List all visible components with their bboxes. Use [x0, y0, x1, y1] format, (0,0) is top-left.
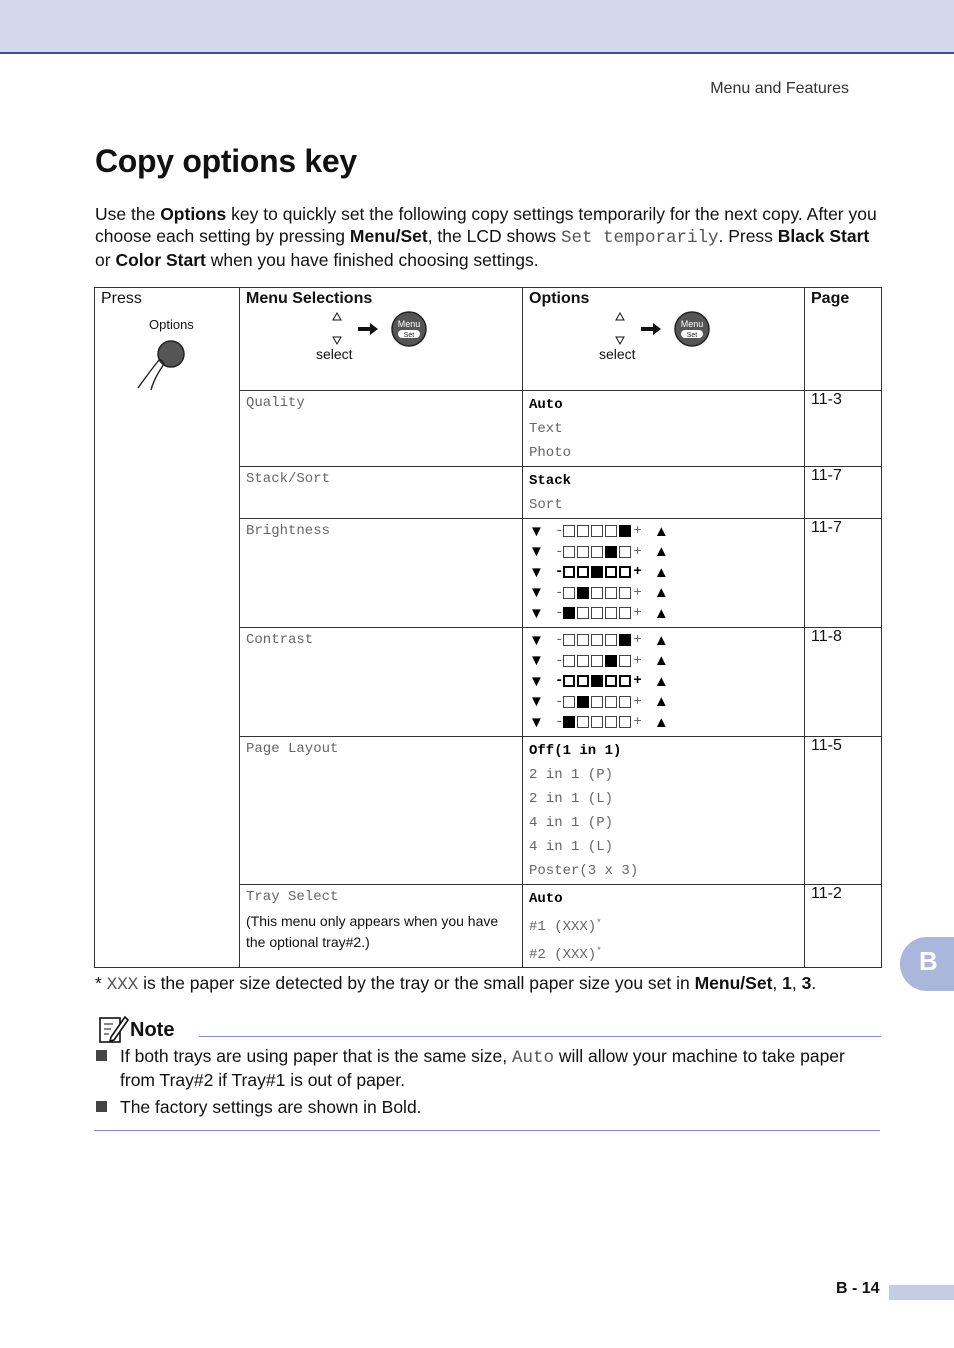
level-square: [563, 655, 575, 667]
level-square: [605, 675, 617, 687]
menu-stack-sort: Stack/Sort: [240, 467, 523, 519]
level-square: [577, 587, 589, 599]
option-item: Photo: [529, 445, 572, 461]
triangle-down-icon: ▼: [529, 631, 544, 649]
press-header: Press: [101, 290, 142, 307]
level-square: [577, 607, 589, 619]
level-square: [591, 675, 603, 687]
triangle-up-icon: ▲: [653, 584, 669, 602]
brightness-level-bars: [529, 521, 798, 624]
triangle-down-icon: ▼: [529, 713, 544, 731]
minus-sign: -: [555, 543, 564, 560]
level-square: [563, 525, 575, 537]
level-square: [577, 546, 589, 558]
level-option: [529, 712, 798, 733]
level-square: [577, 696, 589, 708]
menu-tray-select-cell: [240, 885, 523, 968]
list-item: The factory settings are shown in Bold.: [95, 1096, 881, 1118]
level-option: [529, 671, 798, 692]
level-square: [619, 716, 631, 728]
select-label-2: select: [599, 346, 636, 362]
minus-sign: -: [555, 605, 564, 622]
level-square: [619, 546, 631, 558]
level-option: [529, 630, 798, 651]
level-option: [529, 603, 798, 624]
options-header: Options: [529, 290, 590, 307]
minus-sign: -: [555, 523, 564, 540]
triangle-up-icon: ▲: [653, 522, 669, 540]
level-square: [619, 655, 631, 667]
level-square: [619, 696, 631, 708]
triangle-down-icon: ▼: [529, 693, 544, 711]
level-square: [563, 607, 575, 619]
menu-page-layout: Page Layout: [240, 737, 523, 885]
level-square: [563, 716, 575, 728]
triangle-down-icon: ▼: [529, 584, 544, 602]
note-title: Note: [130, 1019, 175, 1041]
triangle-up-icon: ▲: [653, 672, 669, 690]
level-square: [605, 587, 617, 599]
level-square: [591, 634, 603, 646]
level-square: [619, 525, 631, 537]
level-square: [563, 546, 575, 558]
level-square: [577, 525, 589, 537]
level-square: [577, 675, 589, 687]
level-square: [605, 634, 617, 646]
menu-quality: Quality: [240, 391, 523, 467]
menu-tray-select: Tray Select: [246, 889, 339, 905]
options-header-cell: [523, 288, 805, 391]
option-item: #1 (XXX)*: [529, 918, 602, 935]
options-page-layout: [523, 737, 805, 885]
page-page-layout: 11-5: [805, 737, 882, 885]
level-square: [591, 587, 603, 599]
level-option: [529, 521, 798, 542]
set-key-text-2: Set: [686, 332, 698, 339]
plus-sign: +: [633, 632, 642, 649]
plus-sign: +: [633, 673, 642, 690]
arrow-right-icon: [358, 323, 378, 335]
level-square: [591, 566, 603, 578]
triangle-up-icon: ▲: [653, 604, 669, 622]
level-option: [529, 542, 798, 563]
option-item: Auto: [529, 891, 563, 907]
level-square: [563, 634, 575, 646]
page-header-cell: [805, 288, 882, 391]
option-item: Auto: [529, 397, 563, 413]
option-item: 2 in 1 (L): [529, 791, 614, 807]
level-square: [591, 546, 603, 558]
arrow-right-icon-2: [641, 323, 661, 335]
list-item: If both trays are using paper that is the same size, Auto will allow your machine to take paper from Tray#2 if Tray#1 is out of paper.: [95, 1045, 881, 1091]
menu-key-text-2: Menu: [680, 319, 704, 329]
bullet-square-icon: [96, 1101, 107, 1112]
copy-options-table: [94, 287, 882, 968]
chapter-tab[interactable]: [900, 937, 954, 991]
options-contrast: [523, 628, 805, 737]
triangle-up-icon: ▲: [653, 563, 669, 581]
options-key-press-icon: [101, 310, 211, 390]
page-title: Copy options key: [95, 143, 357, 179]
option-item: Off(1 in 1): [529, 743, 622, 759]
level-option: [529, 562, 798, 583]
plus-sign: +: [633, 543, 642, 560]
triangle-up-icon: ▲: [653, 631, 669, 649]
plus-sign: +: [633, 564, 642, 581]
level-square: [577, 655, 589, 667]
level-option: [529, 583, 798, 604]
level-square: [591, 607, 603, 619]
intro-paragraph: Use the Options key to quickly set the following copy settings temporarily for the next copy. After you choose each setting by pressing Menu/Set, the LCD shows Set temporarily. Press Black Start or Color Start when you have finished choosing settings.: [95, 204, 877, 270]
menu-selections-header-cell: [240, 288, 523, 391]
level-square: [605, 566, 617, 578]
level-square: [605, 696, 617, 708]
minus-sign: -: [555, 584, 564, 601]
option-item: Stack: [529, 473, 572, 489]
level-square: [577, 566, 589, 578]
menu-brightness: Brightness: [240, 519, 523, 628]
level-square: [563, 566, 575, 578]
plus-sign: +: [633, 584, 642, 601]
triangle-up-icon: ▲: [653, 543, 669, 561]
level-square: [577, 716, 589, 728]
triangle-down-icon: ▼: [529, 522, 544, 540]
level-square: [605, 607, 617, 619]
level-option: [529, 651, 798, 672]
minus-sign: -: [555, 632, 564, 649]
chapter-tab-label: B: [919, 946, 938, 976]
top-band: [0, 0, 954, 54]
contrast-level-bars: [529, 630, 798, 733]
minus-sign: -: [555, 693, 564, 710]
triangle-down-icon: ▼: [529, 563, 544, 581]
level-square: [577, 634, 589, 646]
minus-sign: -: [555, 652, 564, 669]
note-bullets: [95, 1045, 881, 1123]
page-stack-sort: 11-7: [805, 467, 882, 519]
tray-select-note: (This menu only appears when you have the optional tray#2.): [246, 913, 499, 950]
level-square: [619, 587, 631, 599]
minus-sign: -: [555, 564, 564, 581]
level-square: [591, 716, 603, 728]
triangle-down-icon: ▼: [529, 652, 544, 670]
level-square: [563, 675, 575, 687]
select-label: select: [316, 346, 353, 362]
page-quality: 11-3: [805, 391, 882, 467]
option-item: Poster(3 x 3): [529, 863, 639, 879]
running-header: Menu and Features: [710, 80, 849, 97]
triangle-down-icon: ▼: [529, 543, 544, 561]
page-brightness: 11-7: [805, 519, 882, 628]
options-tray-select: [523, 885, 805, 968]
plus-sign: +: [633, 523, 642, 540]
footnote: * XXX is the paper size detected by the tray or the small paper size you set in Menu/Set, 1, 3.: [95, 973, 817, 995]
minus-sign: -: [555, 714, 564, 731]
level-square: [563, 696, 575, 708]
page-tray-select: 11-2: [805, 885, 882, 968]
menu-contrast: Contrast: [240, 628, 523, 737]
page-header: Page: [811, 290, 850, 307]
options-brightness: [523, 519, 805, 628]
level-square: [619, 607, 631, 619]
options-stack-sort: [523, 467, 805, 519]
option-item: 2 in 1 (P): [529, 767, 614, 783]
level-square: [563, 587, 575, 599]
level-square: [591, 525, 603, 537]
option-item: Sort: [529, 497, 563, 513]
option-item: #2 (XXX)*: [529, 946, 602, 963]
menu-key-text: Menu: [397, 319, 421, 329]
level-square: [605, 525, 617, 537]
triangle-up-icon: ▲: [653, 652, 669, 670]
triangle-up-icon: ▲: [653, 693, 669, 711]
level-square: [619, 566, 631, 578]
select-and-menu-set-icon: [306, 308, 506, 370]
plus-sign: +: [633, 652, 642, 669]
page-number: B - 14: [836, 1280, 880, 1297]
option-item: 4 in 1 (L): [529, 839, 614, 855]
bottom-divider: [94, 1130, 880, 1131]
select-and-menu-set-icon-2: [589, 308, 789, 370]
menu-selections-header: Menu Selections: [246, 290, 373, 307]
plus-sign: +: [633, 714, 642, 731]
triangle-down-icon: ▼: [529, 604, 544, 622]
note-divider: [199, 1036, 881, 1037]
options-key-label: Options: [149, 317, 194, 332]
level-square: [591, 696, 603, 708]
option-item: 4 in 1 (P): [529, 815, 614, 831]
triangle-down-icon: ▼: [529, 672, 544, 690]
page-number-band: [889, 1285, 954, 1300]
triangle-up-icon: ▲: [653, 713, 669, 731]
level-square: [619, 675, 631, 687]
options-quality: [523, 391, 805, 467]
press-column: [95, 288, 240, 968]
minus-sign: -: [555, 673, 564, 690]
plus-sign: +: [633, 693, 642, 710]
level-square: [605, 655, 617, 667]
page-contrast: 11-8: [805, 628, 882, 737]
level-square: [605, 546, 617, 558]
level-square: [619, 634, 631, 646]
level-square: [591, 655, 603, 667]
level-option: [529, 692, 798, 713]
set-key-text: Set: [403, 332, 415, 339]
plus-sign: +: [633, 605, 642, 622]
note-heading: [95, 1013, 881, 1047]
level-square: [605, 716, 617, 728]
option-item: Text: [529, 421, 563, 437]
note-pencil-icon: [97, 1013, 129, 1045]
bullet-square-icon: [96, 1050, 107, 1061]
